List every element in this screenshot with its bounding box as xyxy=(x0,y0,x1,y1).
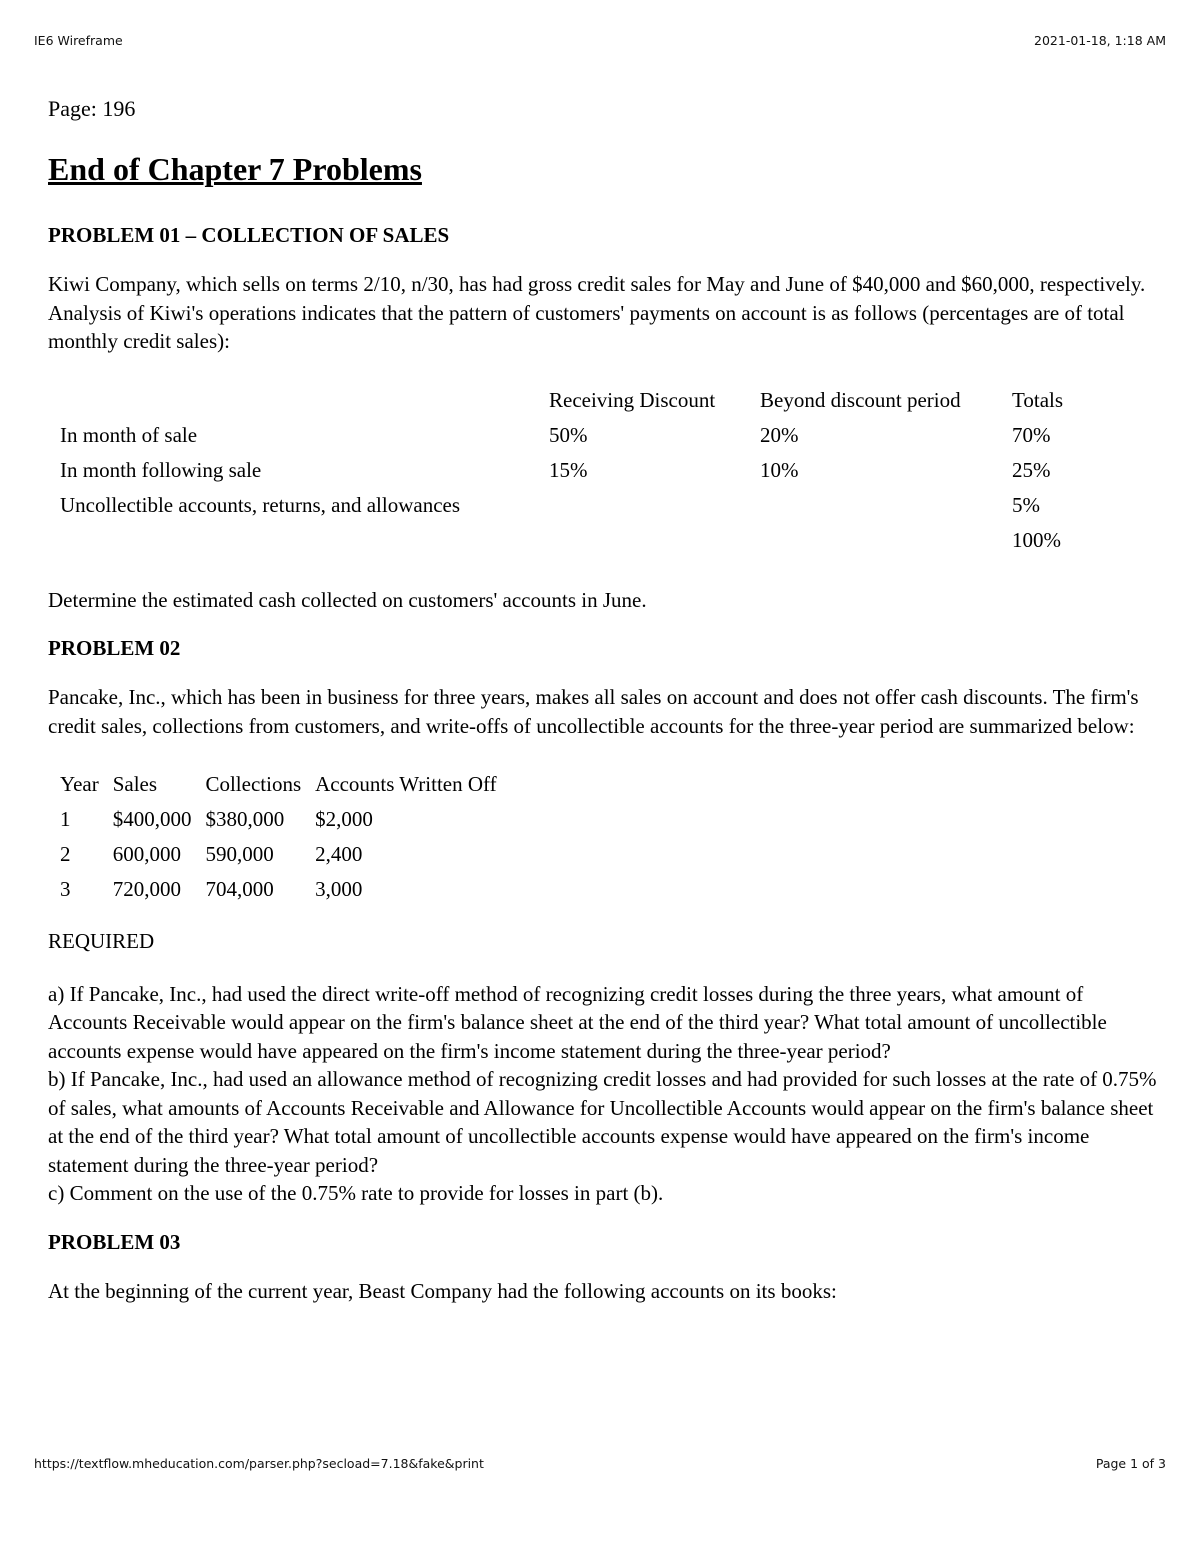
table-cell: 10% xyxy=(760,457,799,482)
part-b: b) If Pancake, Inc., had used an allowance method of recognizing credit losses and had provided for such losses at the rate of 0.75% of sales, what amounts of Accounts Receivable and Allowance for Uncollectible Accounts would appear on the firm's balance sheet at the end of the third year? What total amount of uncollectible accounts expense would have appeared on the firm's income statement during the three-year period? xyxy=(48,1067,1157,1177)
table-row xyxy=(54,837,505,872)
table-cell: 2 xyxy=(60,842,71,867)
table-cell: In month of sale xyxy=(60,422,198,447)
table-cell: 70% xyxy=(1012,422,1051,447)
document-body xyxy=(48,96,1158,1327)
table-header-cell xyxy=(54,383,543,418)
payment-pattern-table xyxy=(54,383,1071,558)
print-footer-url: https://textflow.mheducation.com/parser.php?secload=7.18&fake&print xyxy=(34,1456,484,1471)
table-cell: 5% xyxy=(1012,492,1040,517)
chapter-title: End of Chapter 7 Problems xyxy=(48,151,422,187)
table-cell: 704,000 xyxy=(205,877,274,902)
table-cell: Uncollectible accounts, returns, and allowances xyxy=(60,492,461,517)
table-cell xyxy=(543,523,754,558)
table-cell: 100% xyxy=(1012,527,1061,552)
page-label: Page: 196 xyxy=(48,96,136,121)
print-footer xyxy=(34,1456,1166,1471)
print-header xyxy=(34,33,1166,48)
part-a: a) If Pancake, Inc., had used the direct write-off method of recognizing credit losses during the three years, what amount of Accounts Receivable would appear on the firm's balance sheet at the end of the third year? What total amount of uncollectible accounts expense would have appeared on the firm's income statement during the three-year period? xyxy=(48,981,1107,1063)
table-header-cell: Year xyxy=(60,772,99,797)
problem-03-heading: PROBLEM 03 xyxy=(48,1229,181,1254)
problem-01 xyxy=(48,223,1158,614)
table-cell: 15% xyxy=(549,457,588,482)
problem-01-question: Determine the estimated cash collected on customers' accounts in June. xyxy=(48,587,647,612)
table-row xyxy=(54,872,505,907)
table-cell: 1 xyxy=(60,807,71,832)
problem-01-heading: PROBLEM 01 – COLLECTION OF SALES xyxy=(48,223,450,248)
table-row xyxy=(54,418,1071,453)
table-header-cell: Beyond discount period xyxy=(760,387,961,412)
problem-03 xyxy=(48,1230,1158,1306)
table-header-row xyxy=(54,767,505,802)
table-header-cell: Sales xyxy=(112,772,158,797)
table-cell xyxy=(54,523,543,558)
problem-02 xyxy=(48,636,1158,1208)
required-parts xyxy=(48,980,1158,1208)
table-cell: $2,000 xyxy=(315,807,373,832)
table-cell: 20% xyxy=(760,422,799,447)
table-header-cell: Totals xyxy=(1012,387,1064,412)
table-cell xyxy=(543,488,754,523)
required-label: REQUIRED xyxy=(48,929,155,954)
table-header-cell: Collections xyxy=(205,772,302,797)
print-header-timestamp: 2021-01-18, 1:18 AM xyxy=(1034,33,1166,48)
table-cell: $400,000 xyxy=(112,807,192,832)
part-c: c) Comment on the use of the 0.75% rate to provide for losses in part (b). xyxy=(48,1181,664,1206)
table-cell: 720,000 xyxy=(112,877,181,902)
table-header-row xyxy=(54,383,1071,418)
table-header-cell: Receiving Discount xyxy=(549,387,716,412)
table-cell: 590,000 xyxy=(205,842,274,867)
table-header-cell: Accounts Written Off xyxy=(315,772,497,797)
table-cell: 50% xyxy=(549,422,588,447)
print-footer-page-number: Page 1 of 3 xyxy=(1095,1456,1166,1471)
table-cell: 3 xyxy=(60,877,71,902)
problem-02-heading: PROBLEM 02 xyxy=(48,636,181,661)
table-cell: 25% xyxy=(1012,457,1051,482)
print-header-title: IE6 Wireframe xyxy=(34,33,123,48)
table-cell: 3,000 xyxy=(315,877,363,902)
table-row xyxy=(54,802,505,837)
table-row xyxy=(54,453,1071,488)
table-cell: In month following sale xyxy=(60,457,262,482)
table-row xyxy=(54,523,1071,558)
table-cell xyxy=(754,488,1006,523)
problem-03-intro: At the beginning of the current year, Beast Company had the following accounts on its books: xyxy=(48,1278,837,1303)
table-row xyxy=(54,488,1071,523)
table-cell: 2,400 xyxy=(315,842,363,867)
table-cell xyxy=(754,523,1006,558)
problem-02-intro: Pancake, Inc., which has been in business for three years, makes all sales on account and does not offer cash discounts. The firm's credit sales, collections from customers, and write-offs of uncollectible accounts for the three-year period are summarized below: xyxy=(48,685,1139,738)
table-cell: 600,000 xyxy=(112,842,181,867)
problem-01-intro: Kiwi Company, which sells on terms 2/10, n/30, has had gross credit sales for May and June of $40,000 and $60,000, respectively. Analysis of Kiwi's operations indicates that the pattern of customers' payments on account is as follows (percentages are of total monthly credit sales): xyxy=(48,272,1146,354)
table-cell: $380,000 xyxy=(205,807,285,832)
sales-collections-table xyxy=(54,767,505,907)
